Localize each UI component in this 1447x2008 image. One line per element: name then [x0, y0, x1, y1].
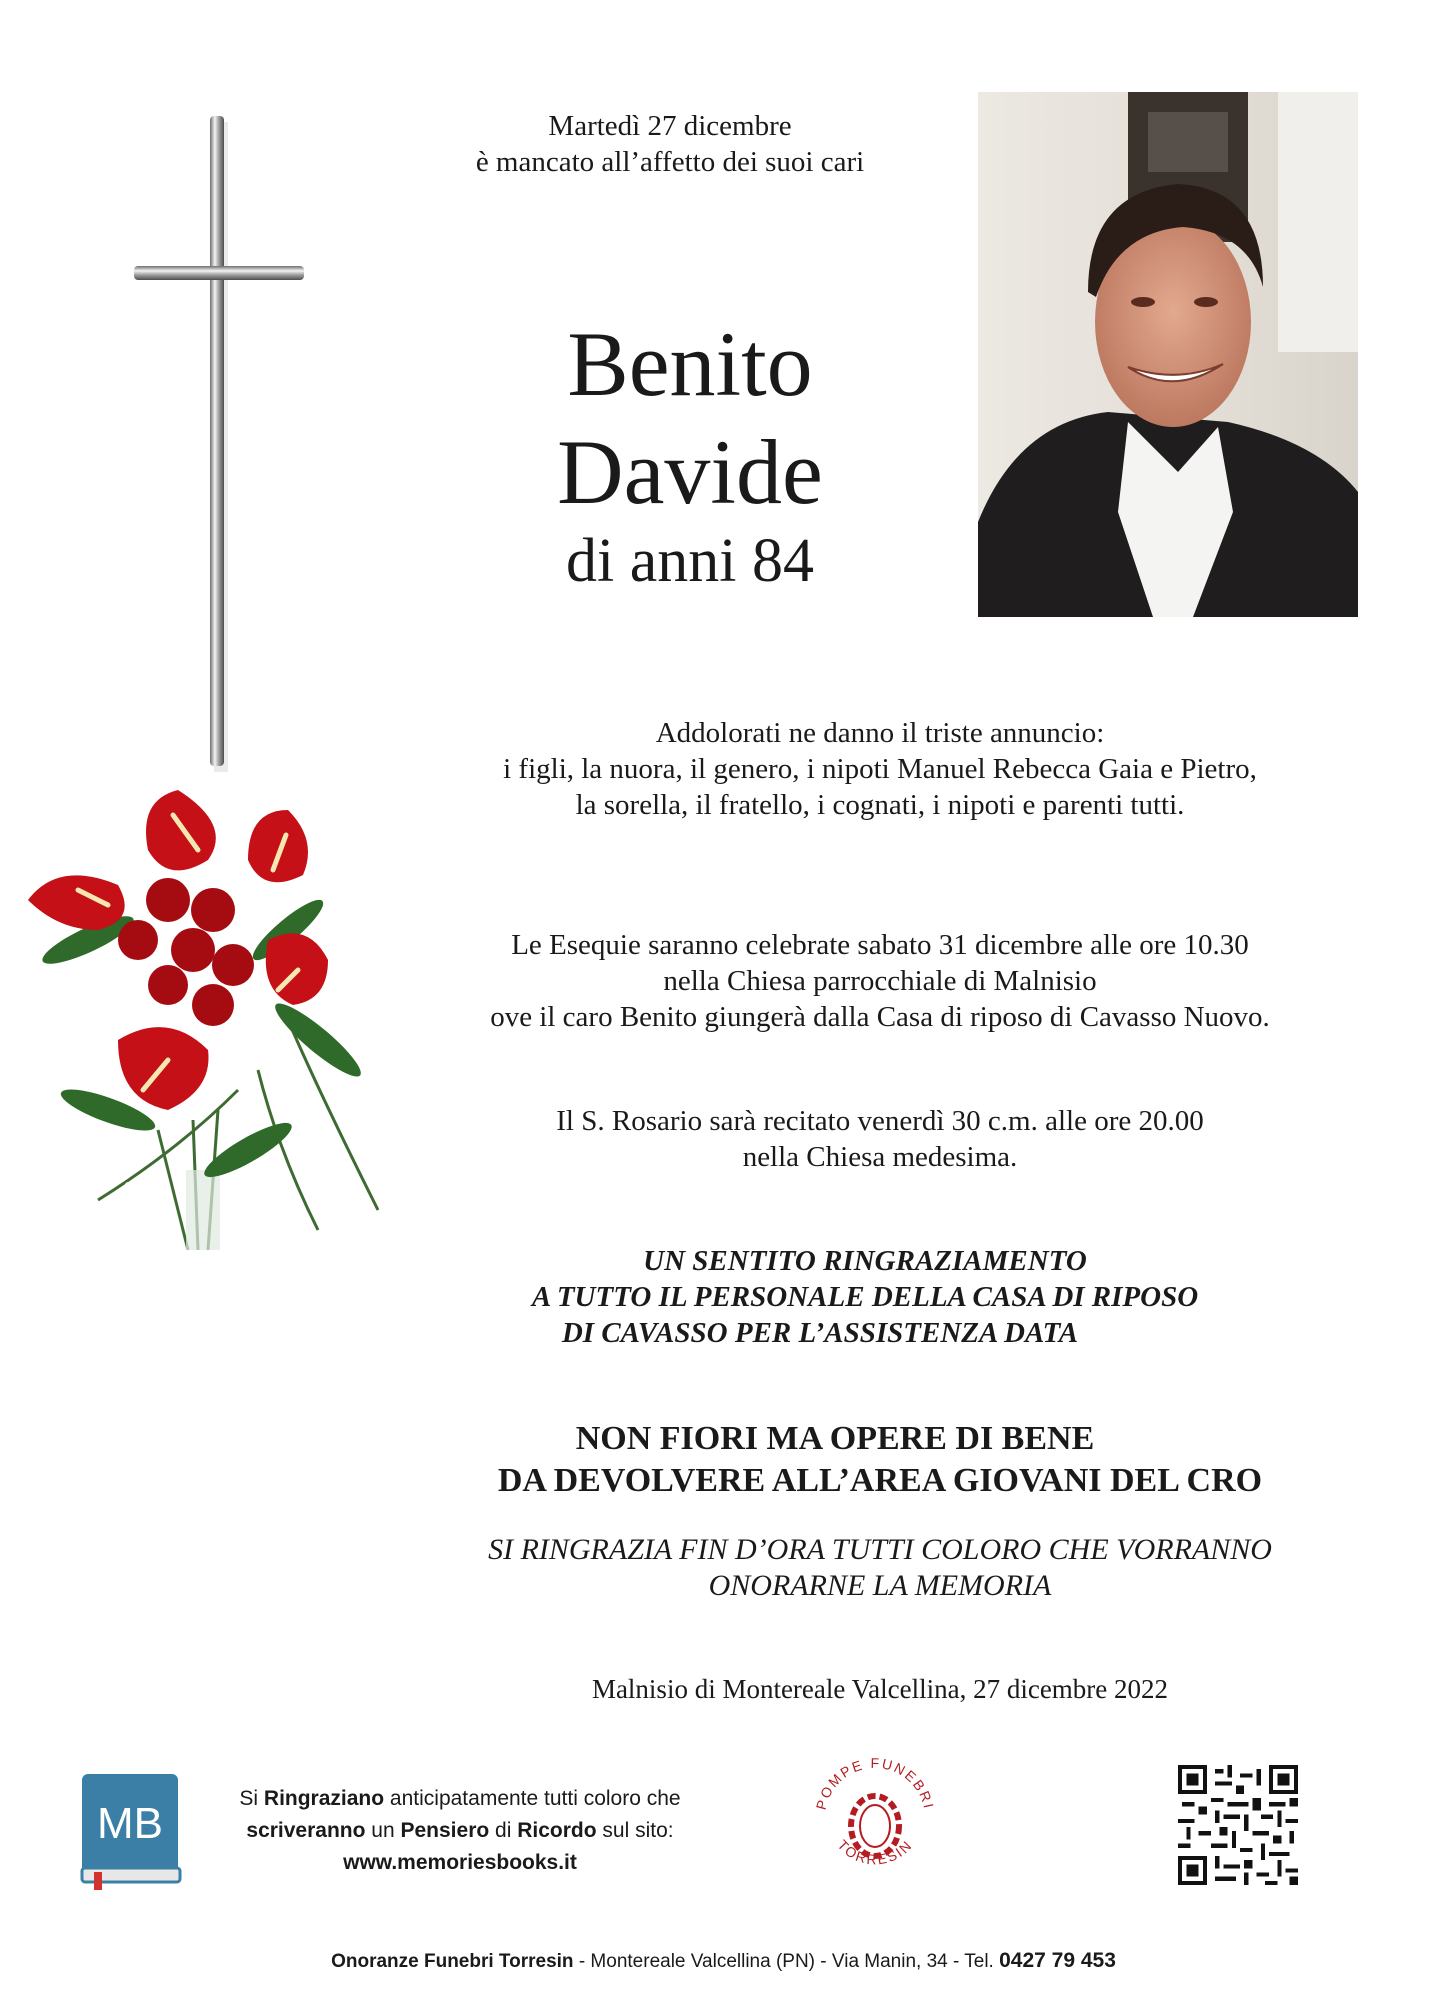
rosary-line: Il S. Rosario sarà recitato venerdì 30 c.m. alle ore 20.00	[556, 1105, 1204, 1137]
thanks-message	[430, 1243, 1300, 1351]
memoriesbooks-line-1: Si Ringraziano anticipatamente tutti coloro che	[239, 1787, 681, 1810]
funeral-line: nella Chiesa parrocchiale di Malnisio	[663, 965, 1097, 997]
memory-line: ONORARNE LA MEMORIA	[708, 1569, 1052, 1602]
deceased-age: di anni 84	[566, 527, 814, 595]
memory-message	[400, 1532, 1360, 1604]
footer	[100, 1948, 1347, 1975]
announcement-line: Addolorati ne danno il triste annuncio:	[655, 717, 1105, 749]
rosary-details	[400, 1103, 1360, 1175]
footer-phone: 0427 79 453	[999, 1949, 1116, 1972]
anthurium-bouquet-icon	[18, 790, 388, 1250]
memoriesbooks-url[interactable]: www.memoriesbooks.it	[343, 1851, 577, 1874]
memory-line: SI RINGRAZIA FIN D’ORA TUTTI COLORO CHE VORRANNO	[488, 1533, 1272, 1566]
funeral-logo-top-text: POMPE FUNEBRI	[812, 1754, 938, 1812]
rosary-line: nella Chiesa medesima.	[742, 1141, 1018, 1173]
funeral-home-logo	[810, 1748, 940, 1882]
funeral-line: ove il caro Benito giungerà dalla Casa di riposo di Cavasso Nuovo.	[490, 1001, 1270, 1033]
footer-address: - Montereale Valcellina (PN) - Via Manin, 34 - Tel.	[573, 1951, 1000, 1972]
last-name: Davide	[557, 421, 823, 523]
announcement-line: la sorella, il fratello, i cognati, i nipoti e parenti tutti.	[575, 789, 1185, 821]
death-phrase-line: è mancato all’affetto dei suoi cari	[475, 146, 865, 178]
place-date: Malnisio di Montereale Valcellina, 27 dicembre 2022	[591, 1674, 1169, 1704]
funeral-logo-bottom-text: TORRESIN	[834, 1836, 916, 1868]
deceased-photo	[978, 92, 1358, 617]
cross-icon	[130, 112, 310, 772]
memoriesbooks-line-2: scriveranno un Pensiero di Ricordo sul sito:	[246, 1819, 674, 1842]
memoriesbooks-logo	[80, 1772, 182, 1890]
thanks-line: UN SENTITO RINGRAZIAMENTO	[643, 1245, 1087, 1277]
announcement	[400, 715, 1360, 823]
first-name: Benito	[567, 313, 813, 415]
no-flowers-message	[420, 1418, 1340, 1502]
death-date-line: Martedì 27 dicembre	[548, 110, 792, 142]
announcement-line: i figli, la nuora, il genero, i nipoti Manuel Rebecca Gaia e Pietro,	[503, 753, 1257, 785]
no-flowers-line: DA DEVOLVERE ALL’AREA GIOVANI DEL CRO	[497, 1462, 1263, 1499]
memoriesbooks-logo-text: MB	[97, 1799, 163, 1848]
funeral-details	[400, 927, 1360, 1035]
death-date-intro	[420, 108, 920, 180]
qr-code-icon[interactable]	[1178, 1765, 1298, 1885]
thanks-line: A TUTTO IL PERSONALE DELLA CASA DI RIPOSO	[531, 1281, 1199, 1313]
footer-company: Onoranze Funebri Torresin	[331, 1951, 574, 1972]
memoriesbooks-note	[210, 1783, 710, 1879]
svg-text:POMPE FUNEBRI	[813, 1755, 938, 1811]
funeral-line: Le Esequie saranno celebrate sabato 31 dicembre alle ore 10.30	[511, 929, 1249, 961]
deceased-name	[440, 310, 940, 526]
thanks-line: DI CAVASSO PER L’ASSISTENZA DATA	[561, 1317, 1079, 1349]
no-flowers-line: NON FIORI MA OPERE DI BENE	[575, 1420, 1095, 1457]
